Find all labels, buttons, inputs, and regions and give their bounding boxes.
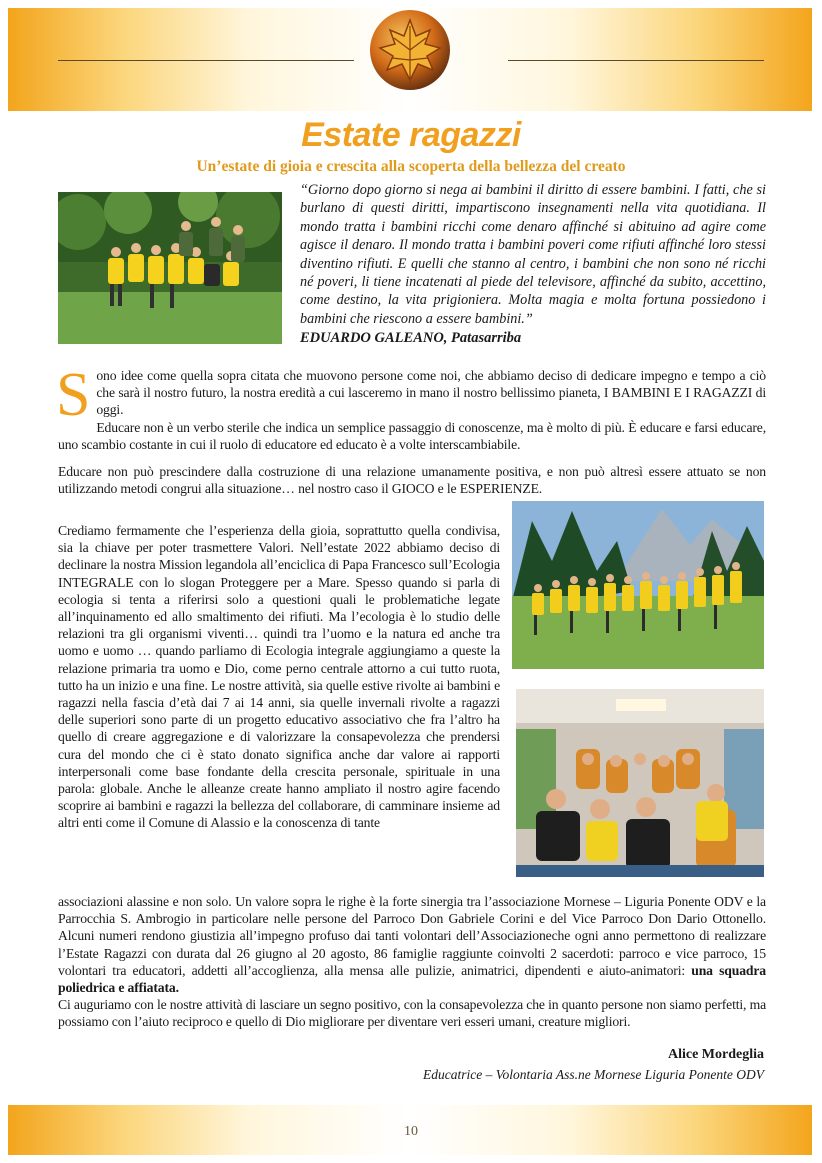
photo-group-bus xyxy=(516,689,764,877)
page-subtitle: Un’estate di gioia e crescita alla scoperta della bellezza del creato xyxy=(196,158,626,175)
article-intro xyxy=(56,361,766,453)
header-rule-right xyxy=(508,60,764,61)
autumn-leaf-icon xyxy=(370,10,450,90)
paragraph-3-block xyxy=(58,463,766,497)
paragraph-2: Educare non è un verbo sterile che indica un semplice passaggio di conoscenze, ma è molto di più. È educare e farsi educare, uno scambio costante in cui il ruolo di educatore ed educato è a volte interscambiabile. xyxy=(58,419,766,452)
opening-quote: “Giorno dopo giorno si nega ai bambini il diritto di essere bambini. I fatti, che si burlano di questi diritti, impartiscono insegnamenti nella vita quotidiana. Il mondo tratta i bambini ricchi come denaro affinché si abituino ad agire come agisce il denaro. Il mondo tratta i bambini poveri come rifiuti affinché loro stessi diventino rifiuti. E quelli che stanno al centro, i bambini che non sono né ricchi né poveri, li tiene incatenati al piede del televisore, affinché da subito, accettino, come destino, la vita prigioniera. Molta magia e molta fortuna possiedono i bambini che riescono a essere bambini.” xyxy=(300,182,766,327)
header-rule-left xyxy=(58,60,354,61)
paragraph-1: ono idee come quella sopra citata che muovono persone come noi, che abbiamo deciso di dedicare impegno e tempo a ciò che sarà il nostro futuro, la nostra eredità a cui lasceremo in mano il nostro bellissimo pianeta, I BAMBINI E I RAGAZZI di oggi. xyxy=(96,368,766,418)
paragraph-5-bold: una squadra poliedrica e affiatata. xyxy=(58,962,766,996)
page-title: Estate ragazzi xyxy=(301,116,521,154)
photo-group-mountains xyxy=(512,501,764,669)
signature-name: Alice Mordeglia xyxy=(667,1047,764,1062)
paragraph-3: Educare non può prescindere dalla costruzione di una relazione umanamente positiva, e non può altresì essere attuato se non utilizzando metodi congrui alla situazione… nel nostro caso il GIOCO e le ESPERIENZE. xyxy=(58,464,766,497)
article-closing xyxy=(58,893,766,1031)
article-column xyxy=(58,522,500,832)
paragraph-6: Ci auguriamo con le nostre attività di lasciare un segno positivo, con la consapevolezza che in quanto persone non siamo perfetti, ma possiamo con l’aiuto reciproco e quello di Dio migliorare per diventare veri esseri umani, creature migliori. xyxy=(58,997,766,1030)
dropcap-letter: S xyxy=(56,361,91,429)
paragraph-4: Crediamo fermamente che l’esperienza della gioia, soprattutto quella condivisa, sia la chiave per poter trasmettere Valori. Nell’estate 2022 abbiamo deciso di declinare la nostra Mission legandola all’enciclica di Papa Francesco sull’Ecologia INTEGRALE con lo slogan Proteggere per a Mare. Spesso quando si parla di ecologia si tenta a riferirsi solo a questioni quali le problematiche legate all’inquinamento ed allo smaltimento dei rifiuti. Ma l’ecologia è lo studio delle relazioni tra gli organismi viventi… quindi tra l’uomo e la natura ed anche tra uomo e uomo … quando parliamo di Ecologia integrale aggiungiamo a queste la relazione primaria tra uomo e Dio, come perno centrale attorno a cui tutto ruota, tutto ha un inizio e una fine. Le nostre attività, sia quelle estive rivolte ai bambini e ragazzi nella fascia d’età dai 7 ai 14 anni, sia quelle invernali rivolte a ragazzi delle superiori sono parte di un progetto educativo associativo che fra l’altro ha quello di creare aggregazione e di valorizzare la consapevolezza che prendersi cura del mondo che ci è stato donato significa anche dar valore ai rapporti interpersonali come base fondante della crescita personale, spirituale in una parola: globale. Anche le alleanze create hanno ampliato il nostro agire facendo scoprire ai bambini e ragazzi la bellezza del collaborare, di camminare insieme ad altri enti come il Comune di Alassio e la conoscenza di tante xyxy=(58,523,500,831)
photo-group-park xyxy=(58,192,282,344)
paragraph-5: associazioni alassine e non solo. Un valore sopra le righe è la forte sinergia tra l’associazione Mornese – Liguria Ponente ODV e la Parrocchia S. Ambrogio in particolare nelle persone del Parroco Don Gabriele Corini e del Vice Parroco Don Dario Ottonello. Alcuni numeri rendono giustizia all’impegno profuso dai tanti volontari dell’Associazioneche ogni anno permettono di realizzare l’Estate Ragazzi con durata dal 26 giugno al 20 agosto, 86 famiglie raggiunte coinvolti 2 sacerdoti: parroco e vice parroco, 15 volontari tra educatori, addetti all’accoglienza, alla mensa alle pulizie, animatrici, dipendenti e aiuto-animatori: xyxy=(58,894,766,978)
signature-role: Educatrice – Volontaria Ass.ne Mornese Liguria Ponente ODV xyxy=(423,1067,764,1082)
page-number: 10 xyxy=(404,1124,418,1139)
quote-author: EDUARDO GALEANO, Patasarriba xyxy=(300,330,522,346)
